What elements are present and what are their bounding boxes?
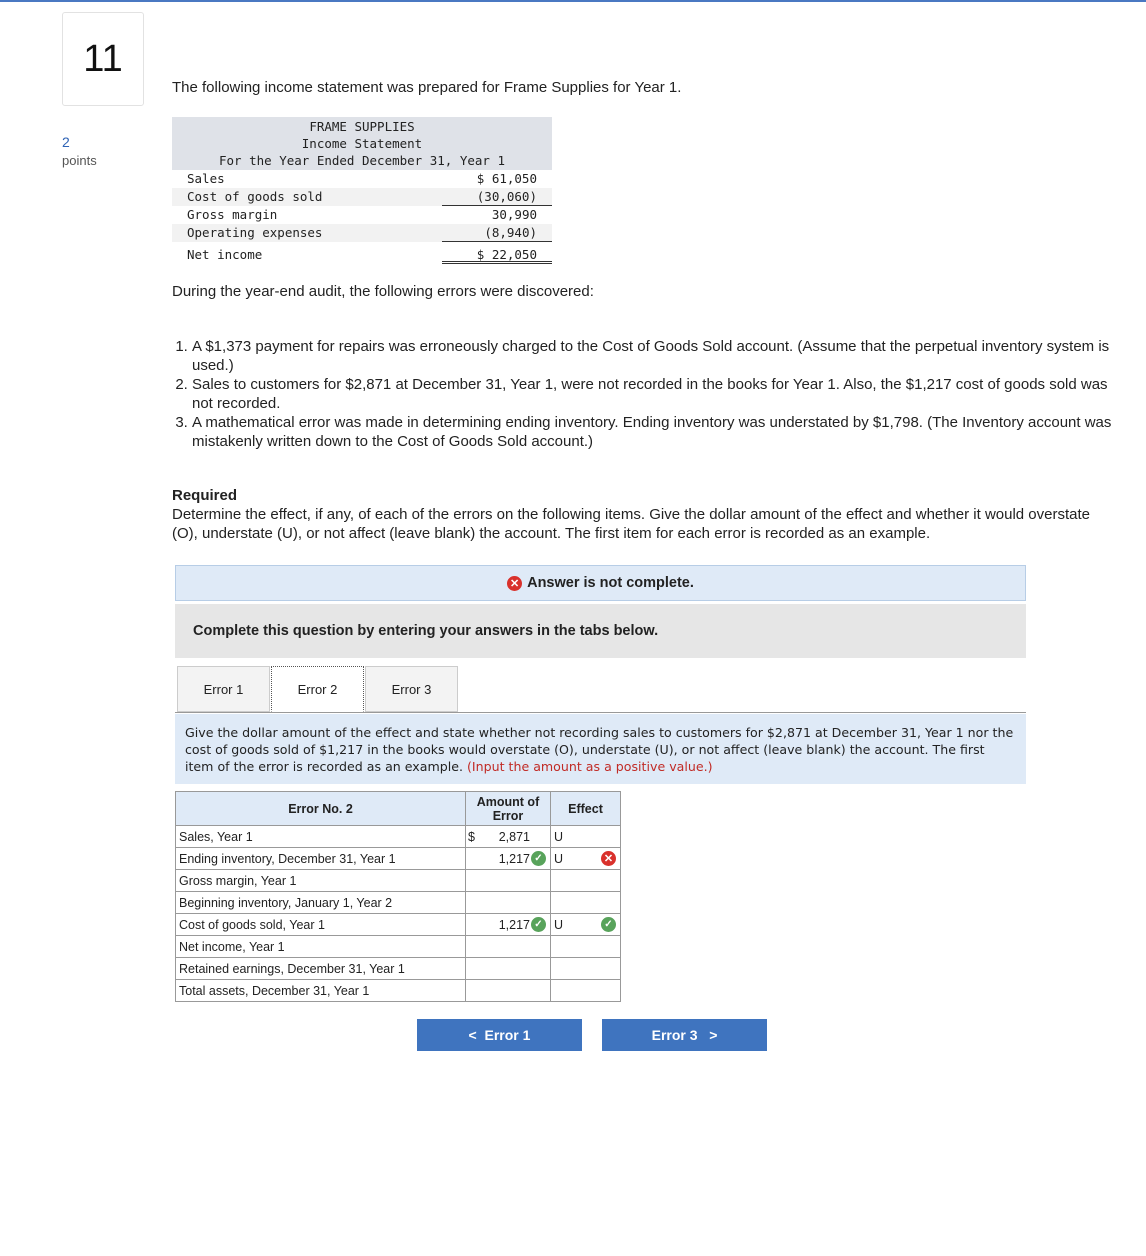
- question-number: 11: [62, 12, 144, 106]
- statement-row: [172, 170, 552, 188]
- statement-row-value: $ 61,050: [476, 171, 537, 186]
- effect-select[interactable]: [551, 892, 621, 914]
- table-row: [176, 936, 621, 958]
- next-button-label: Error 3: [651, 1027, 698, 1043]
- row-label: Cost of goods sold, Year 1: [176, 914, 466, 936]
- audit-text: During the year-end audit, the following errors were discovered:: [172, 283, 594, 300]
- effect-value: U: [554, 829, 564, 844]
- required-text: Determine the effect, if any, of each of the errors on the following items. Give the dollar amount of the effect and whether it would overstate (O), understate (U), or not affect (leave blank) the account. The first item for each error is recorded as an example.: [172, 506, 1091, 542]
- statement-row-value: 30,990: [491, 207, 537, 222]
- statement-row-label: Net income: [187, 247, 263, 262]
- statement-title: Income Statement: [301, 136, 423, 151]
- statement-row: [172, 188, 552, 206]
- row-label: Beginning inventory, January 1, Year 2: [176, 892, 466, 914]
- instruction-note: (Input the amount as a positive value.): [467, 759, 713, 774]
- prev-button-label: Error 1: [484, 1027, 531, 1043]
- intro-text: The following income statement was prepared for Frame Supplies for Year 1.: [172, 79, 682, 96]
- next-error-button[interactable]: [602, 1019, 767, 1051]
- statement-row-value: $ 22,050: [442, 246, 552, 264]
- errors-list: [172, 337, 1112, 451]
- header-error-no: Error No. 2: [176, 792, 466, 826]
- effect-value: U: [554, 917, 564, 932]
- income-statement: [172, 117, 552, 264]
- x-circle-icon: ✕: [507, 576, 522, 591]
- effect-select[interactable]: [551, 936, 621, 958]
- table-row: [176, 848, 621, 870]
- error-item: 2. Sales to customers for $2,871 at December 31, Year 1, were not recorded in the books for Year 1. Also, the $1,217 cost of goods sold was not recorded.: [192, 375, 1112, 413]
- row-label: Sales, Year 1: [176, 826, 466, 848]
- row-label: Total assets, December 31, Year 1: [176, 980, 466, 1002]
- error-item: 1. A $1,373 payment for repairs was erroneously charged to the Cost of Goods Sold account. (Assume that the perpetual inventory system is used.): [192, 337, 1112, 375]
- tab-error-2[interactable]: Error 2: [271, 666, 364, 712]
- points-label: points: [62, 153, 97, 168]
- error-item: 3. A mathematical error was made in determining ending inventory. Ending inventory was understated by $1,798. (The Inventory account was mistakenly written down to the Cost of Goods Sold account.): [192, 413, 1112, 451]
- amount-input[interactable]: [466, 936, 551, 958]
- statement-period: For the Year Ended December 31, Year 1: [219, 153, 505, 168]
- chevron-left-icon: <: [468, 1027, 477, 1043]
- statement-row-value: (8,940): [442, 224, 552, 242]
- amount-input[interactable]: [466, 892, 551, 914]
- tab-divider: [175, 712, 1026, 713]
- amount-input[interactable]: [466, 826, 551, 848]
- table-row: [176, 980, 621, 1002]
- statement-row: [172, 224, 552, 242]
- effect-select[interactable]: [551, 914, 621, 936]
- header-effect: Effect: [551, 792, 621, 826]
- header-amount: Amount of Error: [466, 792, 551, 826]
- row-label: Retained earnings, December 31, Year 1: [176, 958, 466, 980]
- table-row: [176, 958, 621, 980]
- amount-value: 1,217: [498, 851, 530, 866]
- answer-table: [175, 791, 621, 1002]
- required-heading: Required: [172, 487, 238, 504]
- amount-value: 1,217: [498, 917, 530, 932]
- effect-select[interactable]: [551, 980, 621, 1002]
- statement-row-label: Sales: [187, 171, 225, 186]
- statement-row: [172, 246, 552, 264]
- row-label: Ending inventory, December 31, Year 1: [176, 848, 466, 870]
- statement-row-label: Gross margin: [187, 207, 278, 222]
- effect-select[interactable]: [551, 870, 621, 892]
- dollar-sign: $: [468, 829, 475, 844]
- required-section: [172, 486, 1092, 543]
- banner-text: Answer is not complete.: [527, 575, 694, 591]
- top-accent-line: [0, 0, 1146, 2]
- effect-value: U: [554, 851, 564, 866]
- effect-select[interactable]: [551, 848, 621, 870]
- amount-value: 2,871: [498, 829, 530, 844]
- statement-row-label: Operating expenses: [187, 225, 323, 240]
- tab-error-3[interactable]: Error 3: [365, 666, 458, 712]
- chevron-right-icon: >: [709, 1027, 718, 1043]
- statement-company: FRAME SUPPLIES: [309, 119, 415, 134]
- check-circle-icon: ✓: [531, 851, 546, 866]
- table-row: [176, 870, 621, 892]
- tab-instructions: [175, 714, 1026, 784]
- effect-select[interactable]: [551, 826, 621, 848]
- prev-error-button[interactable]: [417, 1019, 582, 1051]
- amount-input[interactable]: [466, 870, 551, 892]
- table-row: [176, 826, 621, 848]
- statement-row: [172, 206, 552, 224]
- table-row: [176, 914, 621, 936]
- amount-input[interactable]: [466, 848, 551, 870]
- statement-row-value: (30,060): [442, 188, 552, 206]
- row-label: Net income, Year 1: [176, 936, 466, 958]
- table-row: [176, 892, 621, 914]
- check-circle-icon: ✓: [531, 917, 546, 932]
- tab-error-1[interactable]: Error 1: [177, 666, 270, 712]
- row-label: Gross margin, Year 1: [176, 870, 466, 892]
- error-tabs: [177, 666, 459, 712]
- x-circle-icon: ✕: [601, 851, 616, 866]
- check-circle-icon: ✓: [601, 917, 616, 932]
- points-value: 2: [62, 134, 70, 150]
- amount-input[interactable]: [466, 914, 551, 936]
- complete-instructions: Complete this question by entering your answers in the tabs below.: [175, 604, 1026, 658]
- amount-input[interactable]: [466, 958, 551, 980]
- amount-input[interactable]: [466, 980, 551, 1002]
- statement-row-label: Cost of goods sold: [187, 189, 323, 204]
- statement-header: [172, 117, 552, 170]
- instruction-text: Give the dollar amount of the effect and state whether not recording sales to customers for $2,871 at December 31, Year 1 nor the cost of goods sold of $1,217 in the books would overstate (O), understate (U), or not affect (leave blank) the account. The first item of the error is recorded as an example.: [185, 725, 1014, 774]
- effect-select[interactable]: [551, 958, 621, 980]
- answer-status-banner: [175, 565, 1026, 601]
